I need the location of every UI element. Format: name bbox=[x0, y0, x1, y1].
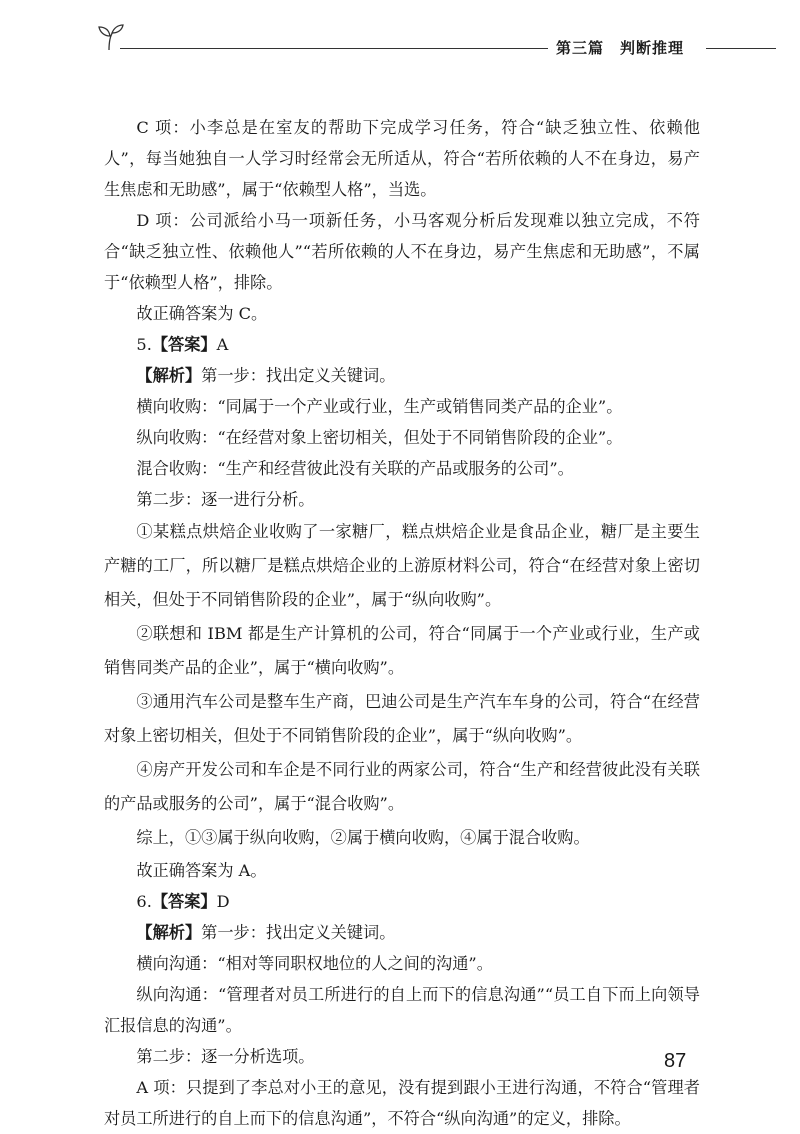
paragraph: 第二步：逐一进行分析。 bbox=[136, 490, 315, 509]
paragraph: 纵向收购：“在经营对象上密切相关，但处于不同销售阶段的企业”。 bbox=[136, 428, 623, 447]
section-title: 第三篇 判断推理 bbox=[556, 39, 685, 57]
paragraph: 纵向沟通：“管理者对员工所进行的自上而下的信息沟通”“员工自下而上向领导汇报信息的沟通”。 bbox=[104, 985, 700, 1035]
paragraph: 综上，①③属于纵向收购，②属于横向收购，④属于混合收购。 bbox=[136, 828, 590, 847]
paragraph: ④房产开发公司和车企是不同行业的两家公司，符合“生产和经营彼此没有关联的产品或服务的公司”，属于“混合收购”。 bbox=[104, 760, 700, 813]
paragraph: ②联想和 IBM 都是生产计算机的公司，符合“同属于一个产业或行业，生产或销售同类产品的企业”，属于“横向收购”。 bbox=[104, 624, 700, 677]
paragraph: 故正确答案为 A。 bbox=[136, 861, 267, 880]
page-number: 87 bbox=[664, 1050, 687, 1072]
page-header bbox=[0, 0, 800, 80]
page-body bbox=[104, 112, 700, 1134]
analysis-heading: 【解析】第一步：找出定义关键词。 bbox=[136, 366, 396, 385]
paragraph: C 项：小李总是在室友的帮助下完成学习任务，符合“缺乏独立性、依赖他人”，每当她独自一人学习时经常会无所适从，符合“若所依赖的人不在身边，易产生焦虑和无助感”，属于“依赖型人格”，当选。 bbox=[104, 118, 700, 199]
answer-heading: 6.【答案】D bbox=[136, 892, 230, 911]
answer-heading: 5.【答案】A bbox=[136, 335, 229, 354]
paragraph: 横向收购：“同属于一个产业或行业，生产或销售同类产品的企业”。 bbox=[136, 397, 623, 416]
paragraph: D 项：公司派给小马一项新任务，小马客观分析后发现难以独立完成，不符合“缺乏独立性、依赖他人”“若所依赖的人不在身边，易产生焦虑和无助感”，不属于“依赖型人格”，排除。 bbox=[104, 211, 700, 292]
paragraph: 故正确答案为 C。 bbox=[136, 304, 268, 323]
header-rule-left bbox=[120, 48, 548, 49]
paragraph: ①某糕点烘焙企业收购了一家糖厂，糕点烘焙企业是食品企业，糖厂是主要生产糖的工厂，所以糖厂是糕点烘焙企业的上游原材料公司，符合“在经营对象上密切相关，但处于不同销售阶段的企业”，属于“纵向收购”。 bbox=[104, 522, 700, 609]
analysis-heading: 【解析】第一步：找出定义关键词。 bbox=[136, 923, 396, 942]
paragraph: 横向沟通：“相对等同职权地位的人之间的沟通”。 bbox=[136, 954, 493, 973]
paragraph: A 项：只提到了李总对小王的意见，没有提到跟小王进行沟通，不符合“管理者对员工所进行的自上而下的信息沟通”，不符合“纵向沟通”的定义，排除。 bbox=[104, 1078, 700, 1128]
paragraph: 第二步：逐一分析选项。 bbox=[136, 1047, 315, 1066]
paragraph: 混合收购：“生产和经营彼此没有关联的产品或服务的公司”。 bbox=[136, 459, 574, 478]
paragraph: ③通用汽车公司是整车生产商，巴迪公司是生产汽车车身的公司，符合“在经营对象上密切相关，但处于不同销售阶段的企业”，属于“纵向收购”。 bbox=[104, 692, 700, 745]
header-rule-right bbox=[706, 48, 776, 49]
